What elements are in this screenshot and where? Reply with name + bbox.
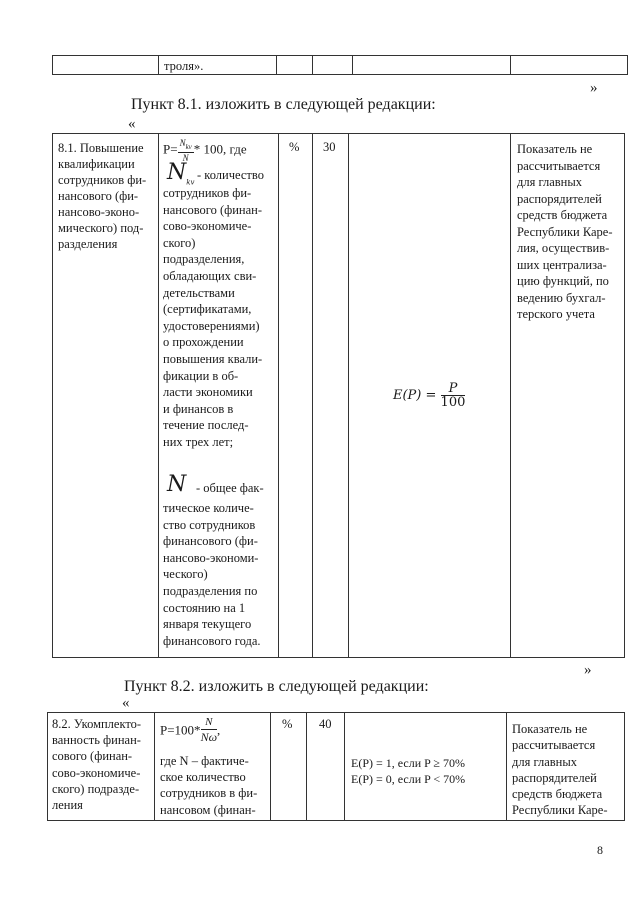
top-table-text: троля». <box>164 59 204 73</box>
section1-var1-symbol: N <box>167 160 187 185</box>
section1-weight: 30 <box>323 140 336 154</box>
section1-indicator-name: 8.1. Повышение квалификации сотрудников фи- нансового (фи- нансово-эконо- мического) под- разделения <box>58 141 147 251</box>
section2-formula-num: N <box>201 716 217 730</box>
section1-evaluation-lhs: E(P) = <box>393 388 441 403</box>
section1-close-quote-prev: » <box>590 80 598 96</box>
section2-formula-prefix: P=100* <box>160 722 201 738</box>
section2-evaluation-2: E(P) = 0, если P < 70% <box>351 772 466 786</box>
section1-heading: Пункт 8.1. изложить в следующей редакции: <box>131 96 436 113</box>
section1-var2-symbol: N <box>167 472 187 497</box>
section2-formula <box>160 716 220 745</box>
page-number: 8 <box>597 843 603 857</box>
section1-formula-den: N <box>182 152 189 163</box>
section1-close-quote: » <box>584 662 592 678</box>
section1-var1-desc: сотрудников фи- нансового (финан- сово-экономиче- ского) подразделения, обладающих сви- детельствами (сертификатами, удостоверениями) о прохождении повышения квали- фикации в об- ласти экономики и финансов в течение послед- них трех лет; <box>163 186 263 449</box>
section1-var1-sub: kv <box>186 178 195 187</box>
section2-weight: 40 <box>319 717 332 731</box>
section2-formula-den: Nω <box>200 730 218 744</box>
section1-var2-desc: тическое количе- ство сотрудников финансового (фи- нансово-экономи- ческого) подразделения по состоянию на 1 января текущего финансового года. <box>163 501 261 648</box>
section1-evaluation-den: 100 <box>440 395 466 410</box>
section1-formula-prefix: P= <box>163 141 178 157</box>
section1-formula-num: N <box>179 138 186 148</box>
section2-open-quote: « <box>122 695 130 711</box>
section2-formula-desc: где N – фактиче- ское количество сотрудников в фи- нансовом (финан- <box>160 754 258 817</box>
section1-evaluation-num: P <box>441 382 466 396</box>
section1-var2-desc-first: - общее фак- <box>196 481 264 495</box>
section1-open-quote: « <box>128 116 136 132</box>
section2-note: Показатель не рассчитывается для главных распорядителей средств бюджета Республики Каре- <box>512 722 608 818</box>
section1-formula-num-sub: kv <box>185 142 192 151</box>
section2-formula-suffix: , <box>217 722 221 738</box>
section2-evaluation-1: E(P) = 1, если P ≥ 70% <box>351 756 465 770</box>
section2-indicator-name: 8.2. Укомплекто- ванность финан- сового (финан- сово-экономиче- ского) подразде- ления <box>52 717 142 813</box>
section2-heading: Пункт 8.2. изложить в следующей редакции: <box>124 678 429 695</box>
section1-formula-suffix: * 100, где <box>193 141 247 157</box>
section2-unit: % <box>282 717 293 731</box>
section1-note: Показатель не рассчитывается для главных распорядителей средств бюджета Республики Каре- лия, осуществив- ших централиза- цию функций, по ведению бухгал- терского учета <box>517 142 613 321</box>
section1-unit: % <box>289 140 300 154</box>
section1-evaluation <box>393 382 465 409</box>
section1-var1-desc-first: - количество <box>197 168 264 182</box>
